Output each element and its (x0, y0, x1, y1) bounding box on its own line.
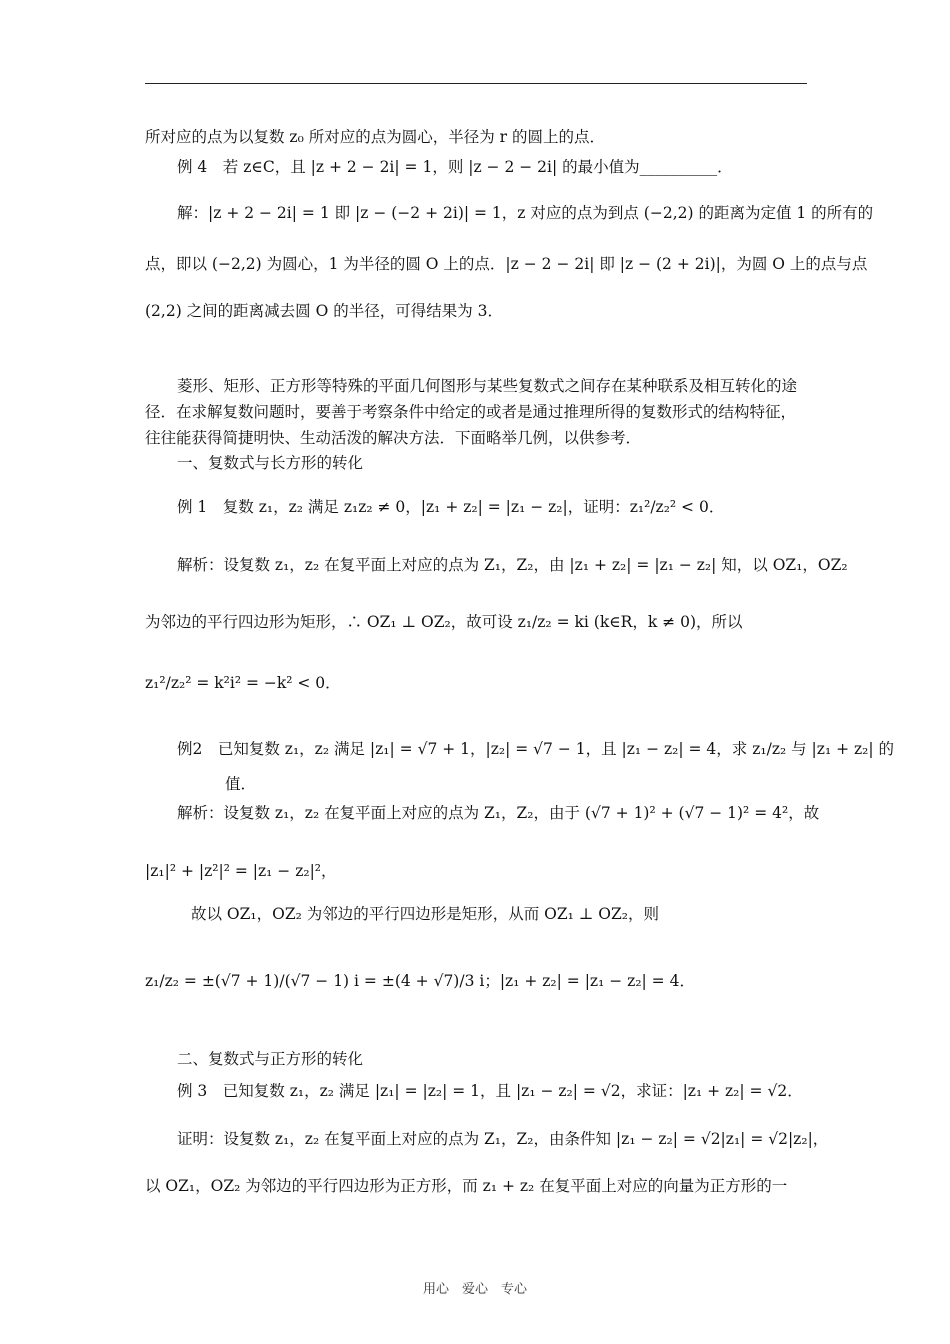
example-3-proof-line-1: 证明：设复数 z₁，z₂ 在复平面上对应的点为 Z₁，Z₂，由条件知 |z₁ − z₂| = √2|z₁| = √2|z₂|， (177, 1130, 829, 1148)
example-2-solution-line-1: 解析：设复数 z₁，z₂ 在复平面上对应的点为 Z₁，Z₂，由于 (√7 + 1)² + (√7 − 1)² = 4²，故 (177, 804, 820, 822)
example-4-solution-line-3: (2,2) 之间的距离减去圆 O 的半径，可得结果为 3． (145, 302, 504, 320)
example-1-solution-line-2: 为邻边的平行四边形为矩形，∴ OZ₁ ⊥ OZ₂，故可设 z₁/z₂ = ki (k∈R，k ≠ 0)，所以 (145, 613, 743, 631)
header-rule (145, 83, 807, 84)
example-1-solution-line-1: 解析：设复数 z₁，z₂ 在复平面上对应的点为 Z₁，Z₂，由 |z₁ + z₂| = |z₁ − z₂| 知，以 OZ₁，OZ₂ (177, 556, 848, 574)
example-4-solution-line-2: 点，即以 (−2,2) 为圆心，1 为半径的圆 O 上的点．|z − 2 − 2i| 即 |z − (2 + 2i)|，为圆 O 上的点与点 (145, 255, 868, 273)
example-2-problem: 例2 已知复数 z₁，z₂ 满足 |z₁| = √7 + 1，|z₂| = √7 − 1，且 |z₁ − z₂| = 4，求 z₁/z₂ 与 |z₁ + z₂| 的 (177, 740, 895, 758)
example-3-problem: 例 3 已知复数 z₁，z₂ 满足 |z₁| = |z₂| = 1，且 |z₁ − z₂| = √2，求证：|z₁ + z₂| = √2． (177, 1082, 803, 1100)
example-2-solution-line-2: |z₁|² + |z²|² = |z₁ − z₂|²， (145, 862, 337, 880)
intro-paragraph: 菱形、矩形、正方形等特殊的平面几何图形与某些复数式之间存在某种联系及相互转化的途径．在求解复数问题时，要善于考察条件中给定的或者是通过推理所得的复数形式的结构特征，往往能获得简捷明快、生动活泼的解决方法．下面略举几例，以供参考． (145, 377, 798, 447)
example-3-proof-line-2: 以 OZ₁，OZ₂ 为邻边的平行四边形为正方形，而 z₁ + z₂ 在复平面上对应的向量为正方形的一 (145, 1177, 788, 1195)
example-4-problem: 例 4 若 z∈C，且 |z + 2 − 2i| = 1，则 |z − 2 − 2i| 的最小值为__________． (177, 158, 733, 176)
example-1-problem: 例 1 复数 z₁，z₂ 满足 z₁z₂ ≠ 0，|z₁ + z₂| = |z₁ − z₂|，证明：z₁²/z₂² < 0． (177, 498, 725, 516)
section-1-heading: 一、复数式与长方形的转化 (177, 454, 364, 472)
example-2-solution-line-3: 故以 OZ₁，OZ₂ 为邻边的平行四边形是矩形，从而 OZ₁ ⊥ OZ₂，则 (191, 905, 659, 923)
example-2-problem-end: 值． (225, 775, 257, 793)
section-2-heading: 二、复数式与正方形的转化 (177, 1050, 364, 1068)
text-line-1: 所对应的点为以复数 z₀ 所对应的点为圆心，半径为 r 的圆上的点． (145, 128, 605, 146)
example-2-solution-line-4: z₁/z₂ = ±(√7 + 1)/(√7 − 1) i = ±(4 + √7)/3 i；|z₁ + z₂| = |z₁ − z₂| = 4． (145, 972, 695, 990)
example-1-solution-line-3: z₁²/z₂² = k²i² = −k² < 0． (145, 674, 341, 692)
example-4-solution-line-1: 解：|z + 2 − 2i| = 1 即 |z − (−2 + 2i)| = 1，z 对应的点为到点 (−2,2) 的距离为定值 1 的所有的 (177, 204, 874, 222)
page-footer: 用心 爱心 专心 (422, 1282, 527, 1297)
